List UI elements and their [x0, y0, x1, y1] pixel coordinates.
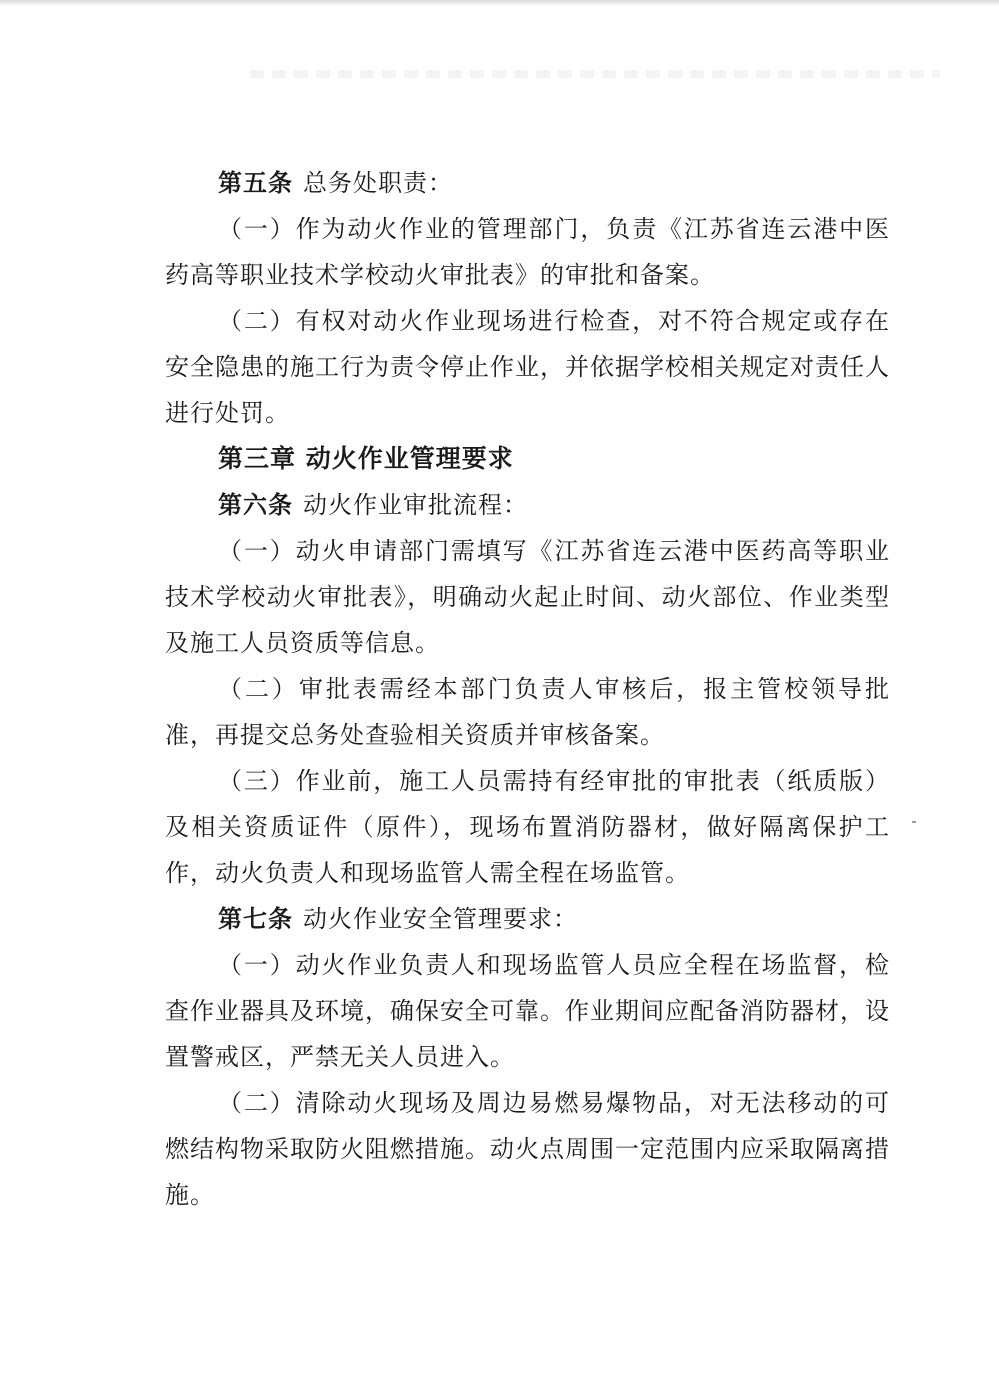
article-7-item-1: （一）动火作业负责人和现场监管人员应全程在场监督，检查作业器具及环境，确保安全可靠。作业期间应配备消防器材，设置警戒区，严禁无关人员进入。 — [165, 951, 890, 1071]
scan-edge — [0, 0, 999, 6]
article-6-item-1: （一）动火申请部门需填写《江苏省连云港中医药高等职业技术学校动火审批表》，明确动火起止时间、动火部位、作业类型及施工人员资质等信息。 — [165, 537, 890, 657]
article-6-title: 动火作业审批流程： — [303, 491, 528, 519]
article-5-item-1: （一）作为动火作业的管理部门，负责《江苏省连云港中医药高等职业技术学校动火审批表》的审批和备案。 — [165, 215, 890, 289]
article-7-heading — [165, 896, 890, 942]
scan-bleed-through — [250, 70, 940, 78]
document-body — [165, 160, 890, 1218]
article-7-label: 第七条 — [218, 904, 293, 933]
article-5-heading — [165, 160, 890, 206]
article-6-label: 第六条 — [218, 490, 293, 519]
article-7-item-2: （二）清除动火现场及周边易燃易爆物品，对无法移动的可燃结构物采取防火阻燃措施。动火点周围一定范围内应采取隔离措施。 — [165, 1089, 890, 1209]
article-6-heading — [165, 482, 890, 528]
scan-speck — [912, 821, 916, 823]
article-6-item-3: （三）作业前，施工人员需持有经审批的审批表（纸质版）及相关资质证件（原件），现场布置消防器材，做好隔离保护工作，动火负责人和现场监管人需全程在场监管。 — [165, 767, 890, 887]
article-5-item-2: （二）有权对动火作业现场进行检查，对不符合规定或存在安全隐患的施工行为责令停止作业，并依据学校相关规定对责任人进行处罚。 — [165, 307, 890, 427]
article-5-label: 第五条 — [218, 168, 293, 197]
article-5-title: 总务处职责： — [303, 169, 453, 197]
article-6-item-2: （二）审批表需经本部门负责人审核后，报主管校领导批准，再提交总务处查验相关资质并审核备案。 — [165, 675, 890, 749]
chapter-3-heading: 第三章 动火作业管理要求 — [218, 444, 514, 473]
article-7-title: 动火作业安全管理要求： — [303, 905, 578, 933]
